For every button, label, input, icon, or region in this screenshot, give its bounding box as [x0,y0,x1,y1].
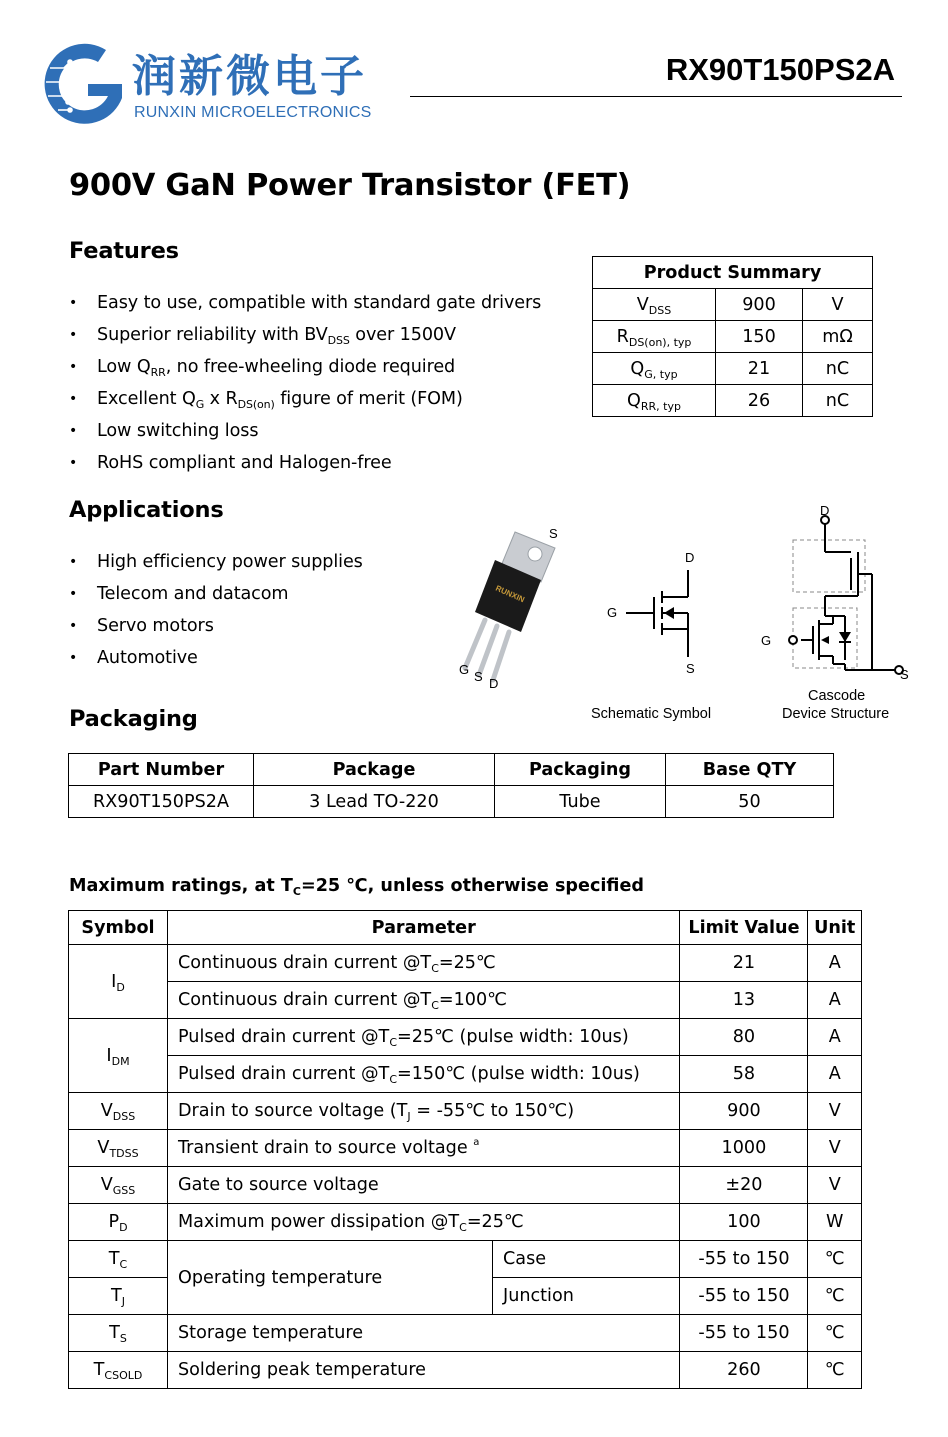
bullet-icon: • [69,327,78,343]
package-pin-s2-label: S [474,669,483,684]
summary-symbol-sub: DSS [648,303,672,317]
ratings-parameter-text: Pulsed drain current @T [178,1027,390,1047]
cascode-caption-line2: Device Structure [782,706,890,722]
summary-row [593,289,873,321]
ratings-limit-value: 260 [680,1352,808,1389]
ratings-symbol-sub: GSS [112,1184,136,1197]
ratings-unit: W [808,1204,862,1241]
features-heading: Features [69,238,179,264]
ratings-parameter [168,1019,680,1056]
ratings-symbol-sub: J [121,1295,125,1308]
ratings-unit: V [808,1130,862,1167]
ratings-symbol [69,1204,168,1241]
feature-item [69,415,569,447]
package-brand-label: RUNXIN [494,583,526,605]
feature-subscript: RR [150,366,166,379]
product-summary-title: Product Summary [593,257,873,289]
max-ratings-table [68,910,862,1389]
packaging-heading: Packaging [69,706,198,732]
ratings-unit: V [808,1167,862,1204]
ratings-parameter-text: Continuous drain current @T [178,953,432,973]
ratings-parameter-text: Drain to source voltage (T [178,1101,408,1121]
packaging-table [68,753,834,818]
ratings-symbol-sub: S [119,1332,127,1345]
feature-item [69,287,569,319]
ratings-limit-value: -55 to 150 [680,1241,808,1278]
ratings-row [69,945,862,982]
summary-unit: mΩ [803,321,873,353]
bullet-icon: • [69,650,78,666]
ratings-symbol [69,1019,168,1093]
ratings-symbol-main: T [111,1286,122,1306]
bullet-icon: • [69,586,78,602]
ratings-row [69,1315,862,1352]
application-text: Automotive [97,648,198,668]
ratings-row [69,1093,862,1130]
summary-symbol-sub: RR, typ [640,399,681,413]
cascode-g-label: G [761,633,772,648]
ratings-parameter-text: =150℃ (pulse width: 10us) [397,1064,640,1084]
ratings-parameter-text: =100℃ [438,990,507,1010]
summary-row [593,353,873,385]
packaging-cell-base-qty: 50 [666,786,834,818]
feature-text: Easy to use, compatible with standard gate drivers [97,293,542,313]
ratings-col-symbol: Symbol [69,911,168,945]
applications-list [69,546,469,674]
ratings-parameter-sub-item: Junction [493,1278,680,1315]
ratings-limit-value: 900 [680,1093,808,1130]
schematic-s-label: S [686,661,695,676]
max-ratings-heading-sub: C [292,885,301,898]
ratings-symbol-sub: DM [111,1054,130,1068]
feature-text: Low switching loss [97,421,259,441]
summary-value: 900 [716,289,803,321]
ratings-limit-value: 1000 [680,1130,808,1167]
ratings-parameter-text: =25℃ [466,1212,524,1232]
ratings-limit-value: -55 to 150 [680,1278,808,1315]
ratings-parameter-sub: C [459,1221,467,1234]
ratings-symbol-main: P [108,1212,120,1232]
features-list [69,287,569,479]
max-ratings-heading [69,876,644,896]
summary-value: 150 [716,321,803,353]
feature-subscript: DSS [327,334,350,347]
ratings-symbol [69,1241,168,1278]
feature-text: over 1500V [349,325,456,345]
summary-unit: V [803,289,873,321]
ratings-parameter: Operating temperature [168,1241,493,1315]
summary-value: 21 [716,353,803,385]
applications-heading: Applications [69,497,224,523]
ratings-limit-value: 21 [680,945,808,982]
ratings-symbol-main: I [111,971,117,992]
ratings-row [69,1204,862,1241]
ratings-symbol [69,1093,168,1130]
package-pin-d-label: D [489,676,499,690]
ratings-symbol-sub: CSOLD [104,1369,143,1382]
ratings-row [69,1056,862,1093]
summary-symbol-main: R [616,326,629,347]
ratings-parameter-text: Gate to source voltage [178,1175,379,1195]
feature-subscript: G [195,398,205,411]
ratings-symbol-sub: D [119,1221,128,1234]
ratings-parameter-text: Continuous drain current @T [178,990,432,1010]
packaging-cell-part-number: RX90T150PS2A [69,786,254,818]
ratings-limit-value: 58 [680,1056,808,1093]
summary-unit: nC [803,353,873,385]
ratings-parameter-sub: C [431,999,439,1012]
bullet-icon: • [69,423,78,439]
ratings-unit: A [808,1056,862,1093]
feature-text: RoHS compliant and Halogen-free [97,453,392,473]
feature-text: Excellent Q [97,389,196,409]
summary-symbol [593,385,716,417]
ratings-symbol-sub: TDSS [109,1147,139,1160]
ratings-limit-value: 100 [680,1204,808,1241]
packaging-col-part-number: Part Number [69,754,254,786]
product-summary-table [592,256,873,417]
document-title: 900V GaN Power Transistor (FET) [69,168,631,203]
packaging-cell-packaging: Tube [495,786,666,818]
header-rule [410,96,902,97]
schematic-g-label: G [607,605,618,620]
summary-row [593,385,873,417]
ratings-row [69,1167,862,1204]
ratings-parameter-text: Transient drain to source voltage [178,1138,474,1158]
ratings-unit: ℃ [808,1352,862,1389]
ratings-symbol [69,945,168,1019]
ratings-parameter-text: Soldering peak temperature [178,1360,426,1380]
ratings-limit-value: 13 [680,982,808,1019]
bullet-icon: • [69,391,78,407]
ratings-unit: ℃ [808,1278,862,1315]
ratings-limit-value: -55 to 150 [680,1315,808,1352]
cascode-caption-line1: Cascode [808,688,866,704]
summary-symbol [593,321,716,353]
feature-item [69,383,569,415]
ratings-parameter-text: Maximum power dissipation @T [178,1212,460,1232]
feature-subscript: DS(on) [237,398,275,411]
logo-english-name: RUNXIN MICROELECTRONICS [134,104,372,121]
application-item [69,610,469,642]
summary-symbol [593,353,716,385]
application-item [69,546,469,578]
ratings-symbol-main: V [100,1175,113,1195]
application-item [69,578,469,610]
to220-package-image [455,520,565,690]
feature-text: Low Q [97,357,151,377]
ratings-symbol [69,1167,168,1204]
ratings-parameter-sub-item: Case [493,1241,680,1278]
ratings-row [69,1130,862,1167]
ratings-symbol [69,1352,168,1389]
ratings-limit-value: 80 [680,1019,808,1056]
ratings-parameter-sub: C [389,1036,397,1049]
ratings-symbol [69,1130,168,1167]
application-text: Servo motors [97,616,214,636]
ratings-unit: A [808,945,862,982]
logo-chinese-name: 润新微电子 [132,51,367,102]
ratings-parameter-text: =25℃ (pulse width: 10us) [397,1027,629,1047]
ratings-symbol-sub: DSS [112,1110,136,1123]
ratings-parameter-sub: C [389,1073,397,1086]
cascode-d-label: D [820,503,830,518]
packaging-col-packaging: Packaging [495,754,666,786]
cascode-s-label: S [900,667,909,682]
ratings-parameter-sub: J [407,1110,411,1123]
feature-item [69,319,569,351]
summary-unit: nC [803,385,873,417]
ratings-symbol-sub: D [116,980,125,994]
ratings-col-limit-value: Limit Value [680,911,808,945]
ratings-symbol-main: T [109,1323,120,1343]
ratings-row [69,1019,862,1056]
ratings-symbol [69,1278,168,1315]
package-pin-s-label: S [549,526,558,541]
logo-g-mark-icon [36,38,136,130]
ratings-col-parameter: Parameter [168,911,680,945]
bullet-icon: • [69,359,78,375]
schematic-d-label: D [685,550,695,565]
feature-item [69,447,569,479]
summary-symbol-main: V [636,294,649,315]
cascode-structure-diagram [755,500,915,690]
max-ratings-heading-a: Maximum ratings, at T [69,876,293,896]
ratings-limit-value: ±20 [680,1167,808,1204]
feature-text: Superior reliability with BV [97,325,328,345]
ratings-parameter [168,1130,680,1167]
packaging-col-package: Package [254,754,495,786]
ratings-row [69,1241,862,1278]
ratings-symbol-main: V [100,1101,113,1121]
packaging-cell-package: 3 Lead TO-220 [254,786,495,818]
ratings-unit: ℃ [808,1241,862,1278]
packaging-col-base-qty: Base QTY [666,754,834,786]
ratings-parameter [168,982,680,1019]
application-item [69,642,469,674]
ratings-symbol-sub: C [119,1258,128,1271]
ratings-parameter-text: Storage temperature [178,1323,364,1343]
ratings-row [69,982,862,1019]
ratings-parameter [168,1315,680,1352]
bullet-icon: • [69,295,78,311]
feature-text: figure of merit (FOM) [274,389,463,409]
ratings-unit: A [808,982,862,1019]
ratings-parameter-text: = -55℃ to 150℃) [410,1101,575,1121]
ratings-unit: ℃ [808,1315,862,1352]
header-part-number: RX90T150PS2A [665,52,895,87]
package-pin-g-label: G [459,662,470,677]
company-logo [36,38,416,130]
ratings-unit: V [808,1093,862,1130]
ratings-parameter [168,1093,680,1130]
ratings-parameter [168,1056,680,1093]
ratings-col-unit: Unit [808,911,862,945]
bullet-icon: • [69,455,78,471]
ratings-symbol-main: T [108,1249,120,1269]
feature-text: , no free-wheeling diode required [165,357,456,377]
summary-symbol [593,289,716,321]
ratings-parameter-sub: C [431,962,439,975]
ratings-parameter [168,945,680,982]
feature-text: x R [204,389,238,409]
summary-row [593,321,873,353]
ratings-parameter [168,1352,680,1389]
ratings-symbol-main: T [93,1360,105,1380]
ratings-symbol-main: I [106,1045,112,1066]
schematic-symbol-diagram [596,545,736,695]
ratings-footnote-mark: a [473,1137,480,1148]
ratings-symbol-main: V [97,1138,110,1158]
summary-symbol-main: Q [630,358,645,379]
schematic-caption: Schematic Symbol [591,706,712,722]
feature-item [69,351,569,383]
ratings-row [69,1352,862,1389]
ratings-symbol [69,1315,168,1352]
summary-symbol-sub: DS(on), typ [628,335,692,349]
max-ratings-heading-b: =25 ℃, unless otherwise specified [300,876,644,896]
application-text: High efficiency power supplies [97,552,363,572]
ratings-parameter-text: Pulsed drain current @T [178,1064,390,1084]
summary-value: 26 [716,385,803,417]
summary-symbol-main: Q [627,390,641,411]
bullet-icon: • [69,618,78,634]
bullet-icon: • [69,554,78,570]
ratings-parameter [168,1204,680,1241]
summary-symbol-sub: G, typ [644,367,678,381]
ratings-parameter-text: =25℃ [438,953,496,973]
ratings-parameter [168,1167,680,1204]
ratings-unit: A [808,1019,862,1056]
application-text: Telecom and datacom [97,584,289,604]
